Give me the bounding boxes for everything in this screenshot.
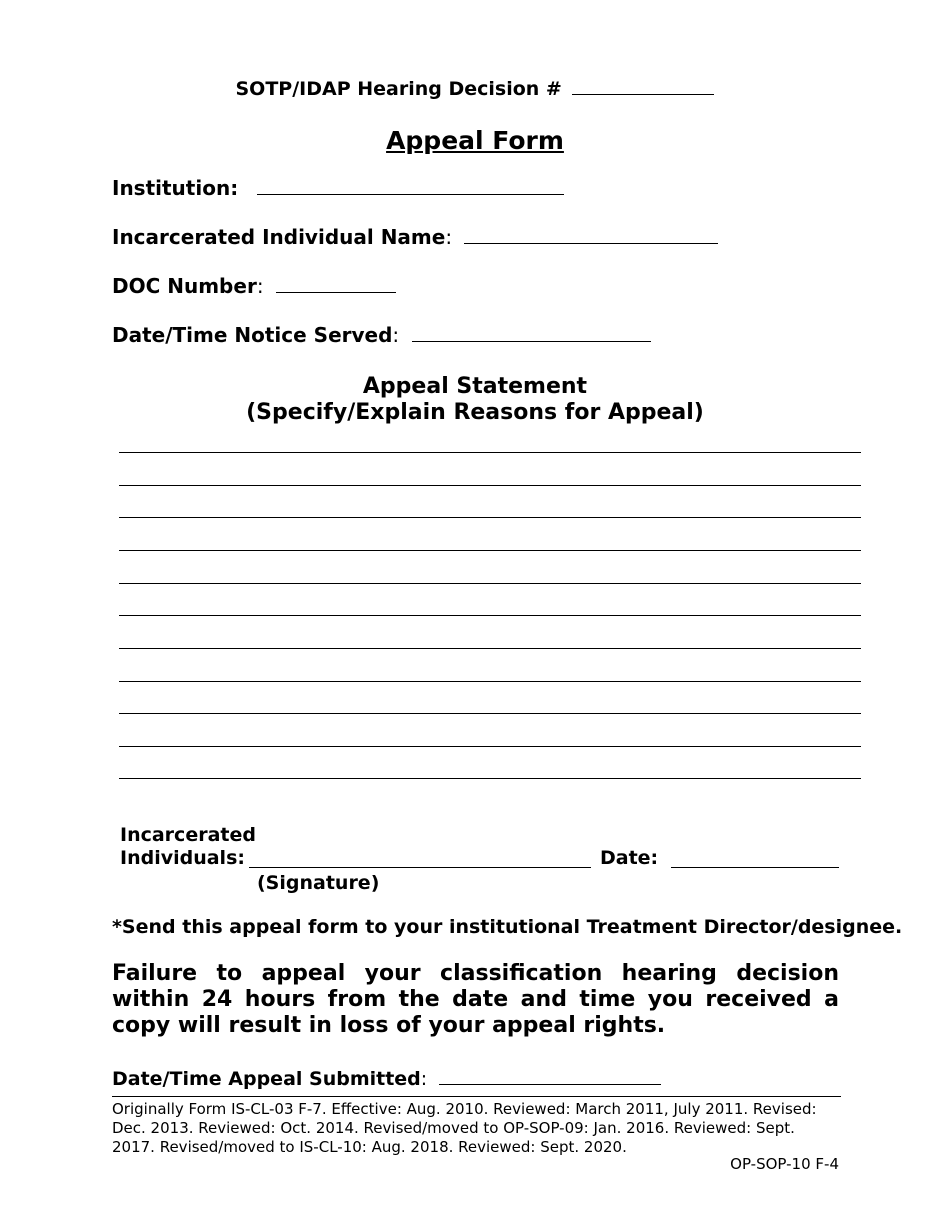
individual-name-colon: : [445,225,453,249]
signature-field[interactable] [249,867,591,868]
appeal-statement-line[interactable] [119,713,861,714]
appeal-deadline-warning: Failure to appeal your classification hearing decision within 24 hours from the date and time you received a copy will result in loss of your appeal rights. [112,961,839,1038]
doc-number-colon: : [256,274,264,298]
appeal-statement-line[interactable] [119,452,861,453]
signature-label [120,824,260,870]
hearing-decision-number-field[interactable] [572,78,714,95]
appeal-submitted-field[interactable] [439,1068,661,1085]
signature-date-label: Date: [600,847,659,869]
notice-served-label: Date/Time Notice Served [112,323,393,347]
appeal-statement-line[interactable] [119,550,861,551]
appeal-statement-subtitle: (Specify/Explain Reasons for Appeal) [246,400,704,425]
appeal-statement-line[interactable] [119,746,861,747]
doc-number-field[interactable] [276,276,396,293]
appeal-submitted-row [112,1068,661,1090]
signature-label-line1: Incarcerated [120,824,256,846]
notice-served-row [112,323,651,347]
appeal-statement-line[interactable] [119,648,861,649]
footer-divider [112,1096,841,1097]
individual-name-row [112,225,718,249]
notice-served-field[interactable] [412,325,651,342]
institution-label: Institution: [112,176,239,200]
appeal-statement-line[interactable] [119,681,861,682]
hearing-decision-heading [0,78,950,100]
appeal-statement-line[interactable] [119,615,861,616]
appeal-statement-line[interactable] [119,583,861,584]
appeal-statement-line[interactable] [119,485,861,486]
form-revision-history: Originally Form IS-CL-03 F-7. Effective: Aug. 2010. Reviewed: March 2011, July 2011. Revised: Dec. 2013. Reviewed: Oct. 2014. Revised/moved to OP-SOP-09: Jan. 2016. Reviewed: Sept. 2017. Revised/moved to IS-CL-10: Aug. 2018. Reviewed: Sept. 2020. [112,1100,817,1156]
doc-number-label: DOC Number [112,274,257,298]
notice-served-colon: : [392,323,400,347]
individual-name-field[interactable] [464,227,718,244]
appeal-statement-title: Appeal Statement [362,374,588,399]
institution-row [112,176,564,200]
appeal-submitted-colon: : [420,1068,428,1090]
appeal-submitted-label: Date/Time Appeal Submitted [112,1068,421,1090]
form-code: OP-SOP-10 F-4 [730,1155,839,1173]
hearing-decision-label: SOTP/IDAP Hearing Decision # [235,78,562,100]
appeal-statement-line[interactable] [119,517,861,518]
signature-label-line2: Individuals: [120,847,245,869]
signature-caption: (Signature) [257,872,380,894]
doc-number-row [112,274,396,298]
send-instruction: *Send this appeal form to your institutional Treatment Director/designee. [112,916,903,938]
institution-field[interactable] [257,178,564,195]
appeal-statement-heading [0,374,950,426]
signature-date-field[interactable] [671,867,839,868]
form-title: Appeal Form [386,126,564,155]
individual-name-label: Incarcerated Individual Name [112,225,446,249]
appeal-statement-line[interactable] [119,778,861,779]
